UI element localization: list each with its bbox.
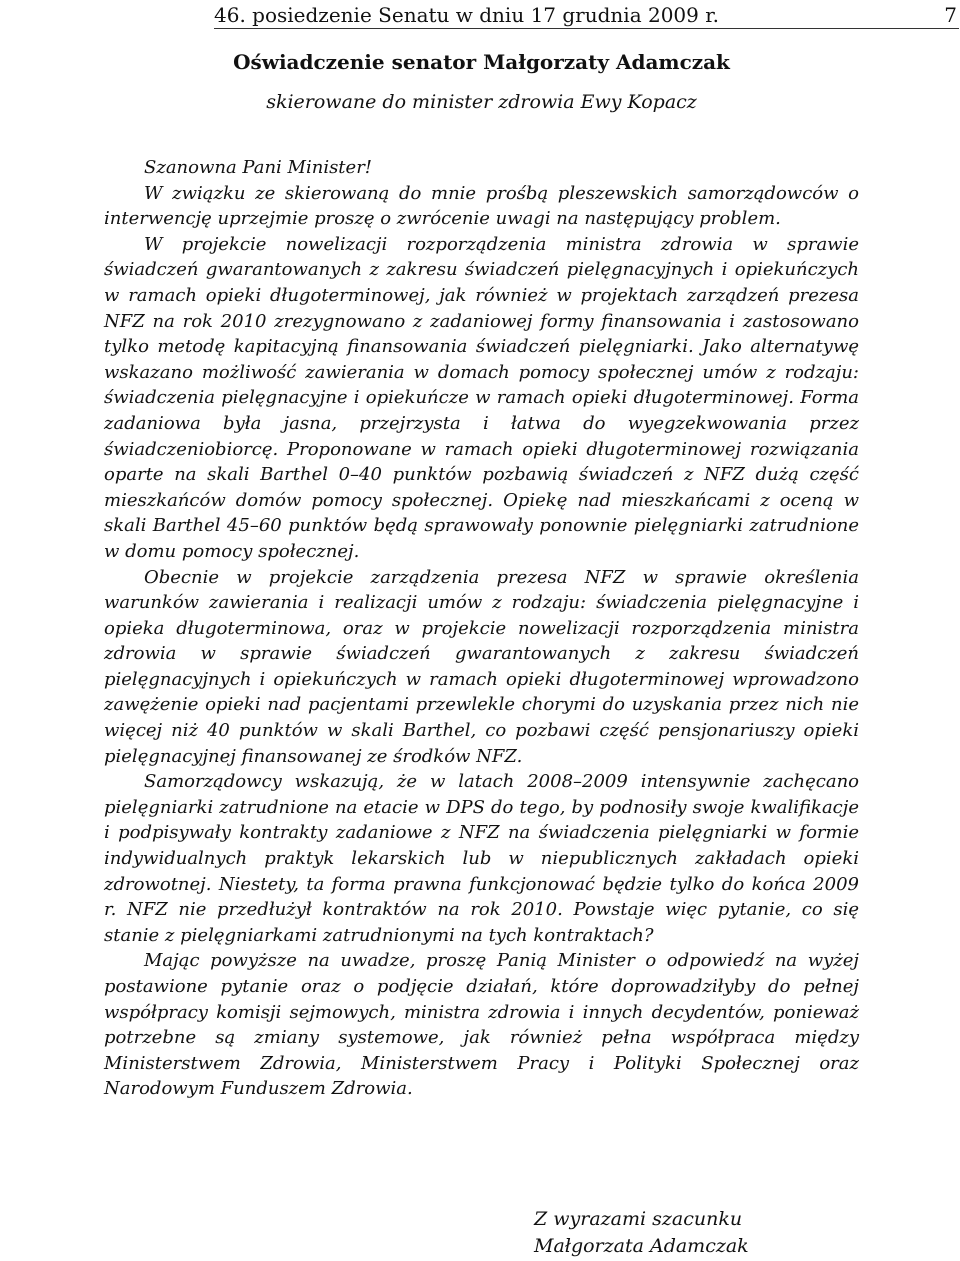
page-number: 7 (944, 3, 957, 27)
paragraph-3: Obecnie w projekcie zarządzenia prezesa NFZ w sprawie określenia warunków zawierania i realizacji umów z rodzaju: świadczenia pielęgnacyjne i opieka długoterminowa, oraz w projekcie nowelizacji rozporządzenia ministra zdrowia w sprawie świadczeń gwarantowanych z zakresu świadczeń pielęgnacyjnych i opiekuńczych w ramach opieki długoterminowej wprowadzono zawężenie opieki nad pacjentami przewlekle chorymi do uzyskania przez nich nie więcej niż 40 punktów w skali Barthel, co pozbawi część pensjonariuszy opieki pielęgnacyjnej finansowanej ze środków NFZ. (104, 566, 859, 767)
signature-block (534, 1206, 749, 1260)
salutation: Szanowna Pani Minister! (144, 157, 373, 178)
document-subtitle: skierowane do minister zdrowia Ewy Kopacz (266, 91, 697, 113)
document-body (104, 155, 859, 1102)
paragraph-4: Samorządowcy wskazują, że w latach 2008–2009 intensywnie zachęcano pielęgniarki zatrudnione na etacie w DPS do tego, by podnosiły swoje kwalifikacje i podpisywały kontrakty zadaniowe z NFZ na świadczenia pielęgniarki w formie indywidualnych praktyk lekarskich lub w niepublicznych zakładach opieki zdrowotnej. Niestety, ta forma prawna funkcjonować będzie tylko do końca 2009 r. NFZ nie przedłużył kontraktów na rok 2010. Powstaje więc pytanie, co się stanie z pielęgniarkami zatrudnionymi na tych kontraktach? (104, 771, 859, 946)
document-title: Oświadczenie senator Małgorzaty Adamczak (233, 50, 730, 74)
paragraph-1: W związku ze skierowaną do mnie prośbą pleszewskich samorządowców o interwencję uprzejmie proszę o zwrócenie uwagi na następujący problem. (104, 182, 859, 230)
header-title: 46. posiedzenie Senatu w dniu 17 grudnia 2009 r. (214, 3, 719, 27)
paragraph-5: Mając powyższe na uwadze, proszę Panią Minister o odpowiedź na wyżej postawione pytanie oraz o podjęcie działań, które doprowadziłyby do pełnej współpracy komisji sejmowych, ministra zdrowia i innych decydentów, ponieważ potrzebne są zmiany systemowe, jak również pełna współpraca między Ministerstwem Zdrowia, Ministerstwem Pracy i Polityki Społecznej oraz Narodowym Funduszem Zdrowia. (104, 950, 859, 1100)
signatory-name: Małgorzata Adamczak (534, 1235, 749, 1257)
closing-phrase: Z wyrazami szacunku (534, 1208, 743, 1230)
paragraph-2: W projekcie nowelizacji rozporządzenia ministra zdrowia w sprawie świadczeń gwarantowanych z zakresu świadczeń pielęgnacyjnych i opiekuńczych w ramach opieki długoterminowej, jak również w projektach zarządzeń prezesa NFZ na rok 2010 zrezygnowano z zadaniowej formy finansowania i zastosowano tylko metodę kapitacyjną finansowania świadczeń pielęgniarki. Jako alternatywę wskazano możliwość zawierania w domach pomocy społecznej umów z rodzaju: świadczenia pielęgnacyjne i opiekuńcze w ramach opieki długoterminowej. Forma zadaniowa była jasna, przejrzysta i łatwa do wyegzekwowania przez świadczeniobiorcę. Proponowane w ramach opieki długoterminowej rozwiązania oparte na skali Barthel 0–40 punktów pozbawią świadczeń z NFZ dużą część mieszkańców domów pomocy społecznej. Opiekę nad mieszkańcami z oceną w skali Barthel 45–60 punktów będą sprawowały ponownie pielęgniarki zatrudnione w domu pomocy społecznej. (104, 233, 859, 562)
running-header (214, 2, 959, 29)
